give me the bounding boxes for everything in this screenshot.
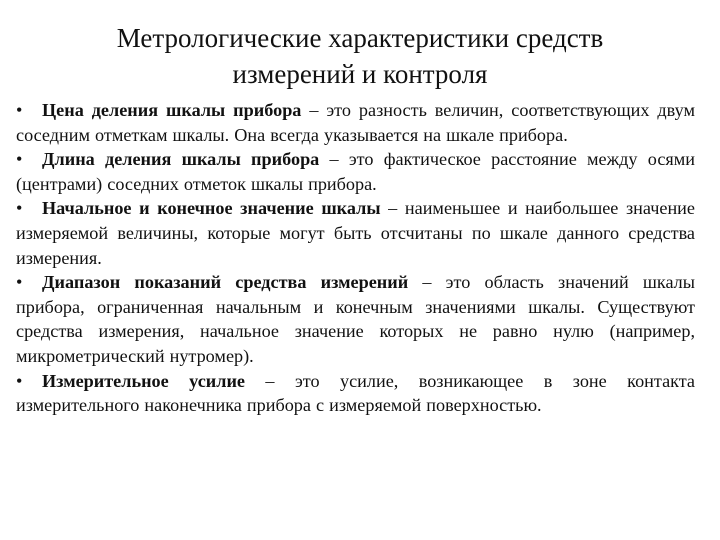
list-item-measuring-force [16, 369, 695, 418]
term: Длина деления шкалы прибора [42, 149, 320, 170]
list-item-indication-range [16, 270, 695, 368]
definitions-list [16, 98, 695, 418]
definition: – это область значений шкалы прибора, ограниченная начальным и конечным значениями шкалы. Существуют средства измерения, начальное значение которых не равно нулю (например, микрометрический нутромер). [16, 272, 695, 366]
definition: – это усилие, возникающее в зоне контакта измерительного наконечника прибора с измеряемой поверхностью. [16, 370, 695, 416]
term: Цена деления шкалы прибора [42, 100, 302, 120]
term: Начальное и конечное значение шкалы [42, 198, 381, 219]
term: Диапазон показаний средства измерений [42, 272, 409, 293]
list-item-scale-division-length [16, 147, 695, 196]
term: Измерительное усилие [42, 370, 245, 391]
definition: – наименьшее и наибольшее значение измеряемой величины, которые могут быть отсчитаны по шкале данного средства измерения. [16, 198, 695, 268]
bullet-icon: • [16, 198, 23, 219]
definition: – это фактическое расстояние между осями (центрами) соседних отметок шкалы прибора. [16, 149, 695, 194]
slide-title-line-2: измерений и контроля [232, 59, 488, 89]
definition: – это разность величин, соответствующих двум соседним отметкам шкалы. Она всегда указывается на шкале прибора. [16, 100, 695, 145]
bullet-icon: • [16, 100, 23, 120]
slide-title [40, 20, 680, 92]
list-item-scale-division-value [16, 98, 695, 147]
bullet-icon: • [16, 149, 23, 170]
list-item-scale-start-end-value [16, 196, 695, 270]
bullet-icon: • [16, 272, 23, 293]
bullet-icon: • [16, 370, 23, 391]
slide-title-line-1: Метрологические характеристики средств [116, 23, 604, 53]
